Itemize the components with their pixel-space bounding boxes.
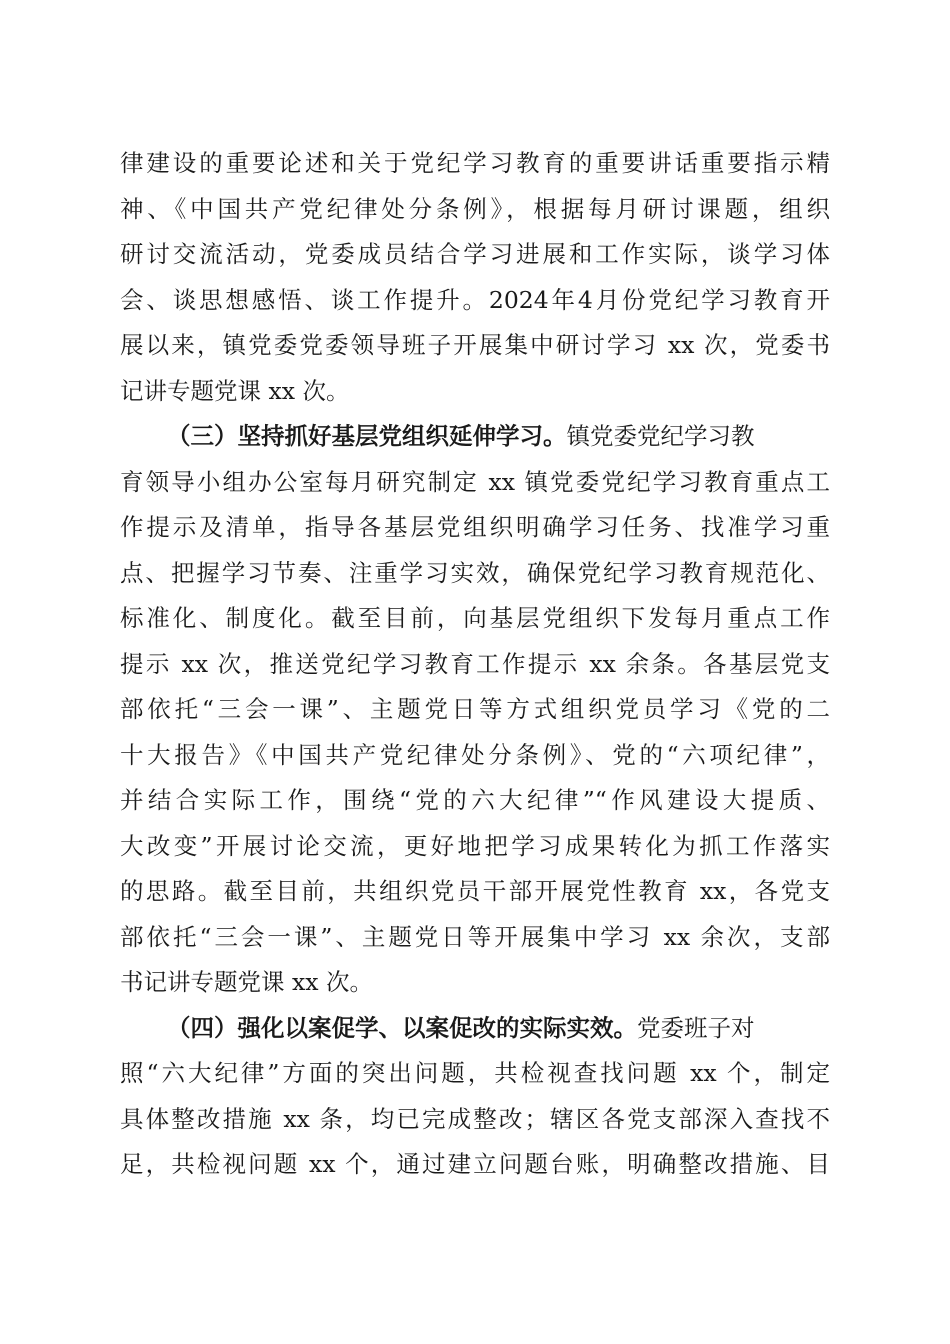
document-body <box>120 141 830 1188</box>
section-heading-4: （四）强化以案促学、以案促改的实际实效。 <box>167 1013 637 1042</box>
text-line: 作提示及清单，指导各基层党组织明确学习任务、找准学习重 <box>120 513 830 541</box>
text-line: 提示 xx 次，推送党纪学习教育工作提示 xx 余条。各基层党支 <box>120 649 830 678</box>
text-line: 书记讲专题党课 xx 次。 <box>120 968 373 996</box>
text-line: 的思路。截至目前，共组织党员干部开展党性教育 xx，各党支 <box>120 877 830 905</box>
text-line: 照“六大纪律”方面的突出问题，共检视查找问题 xx 个，制定 <box>120 1059 830 1087</box>
text-line <box>120 414 830 460</box>
text-line: 并结合实际工作，围绕“党的六大纪律”“作风建设大提质、 <box>120 786 830 814</box>
text-line: 育领导小组办公室每月研究制定 xx 镇党委党纪学习教育重点工 <box>120 467 830 496</box>
paragraph-3 <box>120 1006 830 1188</box>
text-line: 具体整改措施 xx 条，均已完成整改；辖区各党支部深入查找不 <box>120 1104 830 1133</box>
text-line: 足，共检视问题 xx 个，通过建立问题台账，明确整改措施、目 <box>120 1150 830 1178</box>
text-run: 党委班子对 <box>637 1013 755 1042</box>
section-heading-3: （三）坚持抓好基层党组织延伸学习。 <box>167 422 567 450</box>
text-line <box>120 1006 830 1052</box>
text-line: 展以来，镇党委党委领导班子开展集中研讨学习 xx 次，党委书 <box>120 331 830 359</box>
text-line: 十大报告》《中国共产党纪律处分条例》、党的“六项纪律”， <box>120 740 830 769</box>
text-line: 研讨交流活动，党委成员结合学习进展和工作实际，谈学习体 <box>120 240 830 268</box>
text-line: 点、把握学习节奏、注重学习实效，确保党纪学习教育规范化、 <box>120 558 830 587</box>
text-line: 律建设的重要论述和关于党纪学习教育的重要讲话重要指示精 <box>120 149 830 177</box>
text-run: 镇党委党纪学习教 <box>566 422 755 450</box>
text-line: 记讲专题党课 xx 次。 <box>120 376 350 405</box>
text-line: 部依托“三会一课”、主题党日等方式组织党员学习《党的二 <box>120 695 830 723</box>
paragraph-1 <box>120 141 830 414</box>
text-line: 神、《中国共产党纪律处分条例》，根据每月研讨课题，组织 <box>120 194 830 223</box>
text-line: 大改变”开展讨论交流，更好地把学习成果转化为抓工作落实 <box>120 831 830 860</box>
text-line: 会、谈思想感悟、谈工作提升。2024年4月份党纪学习教育开 <box>120 285 830 314</box>
paragraph-2 <box>120 414 830 1006</box>
text-line: 部依托“三会一课”、主题党日等开展集中学习 xx 余次，支部 <box>120 922 830 951</box>
text-line: 标准化、制度化。截至目前，向基层党组织下发每月重点工作 <box>120 604 830 632</box>
